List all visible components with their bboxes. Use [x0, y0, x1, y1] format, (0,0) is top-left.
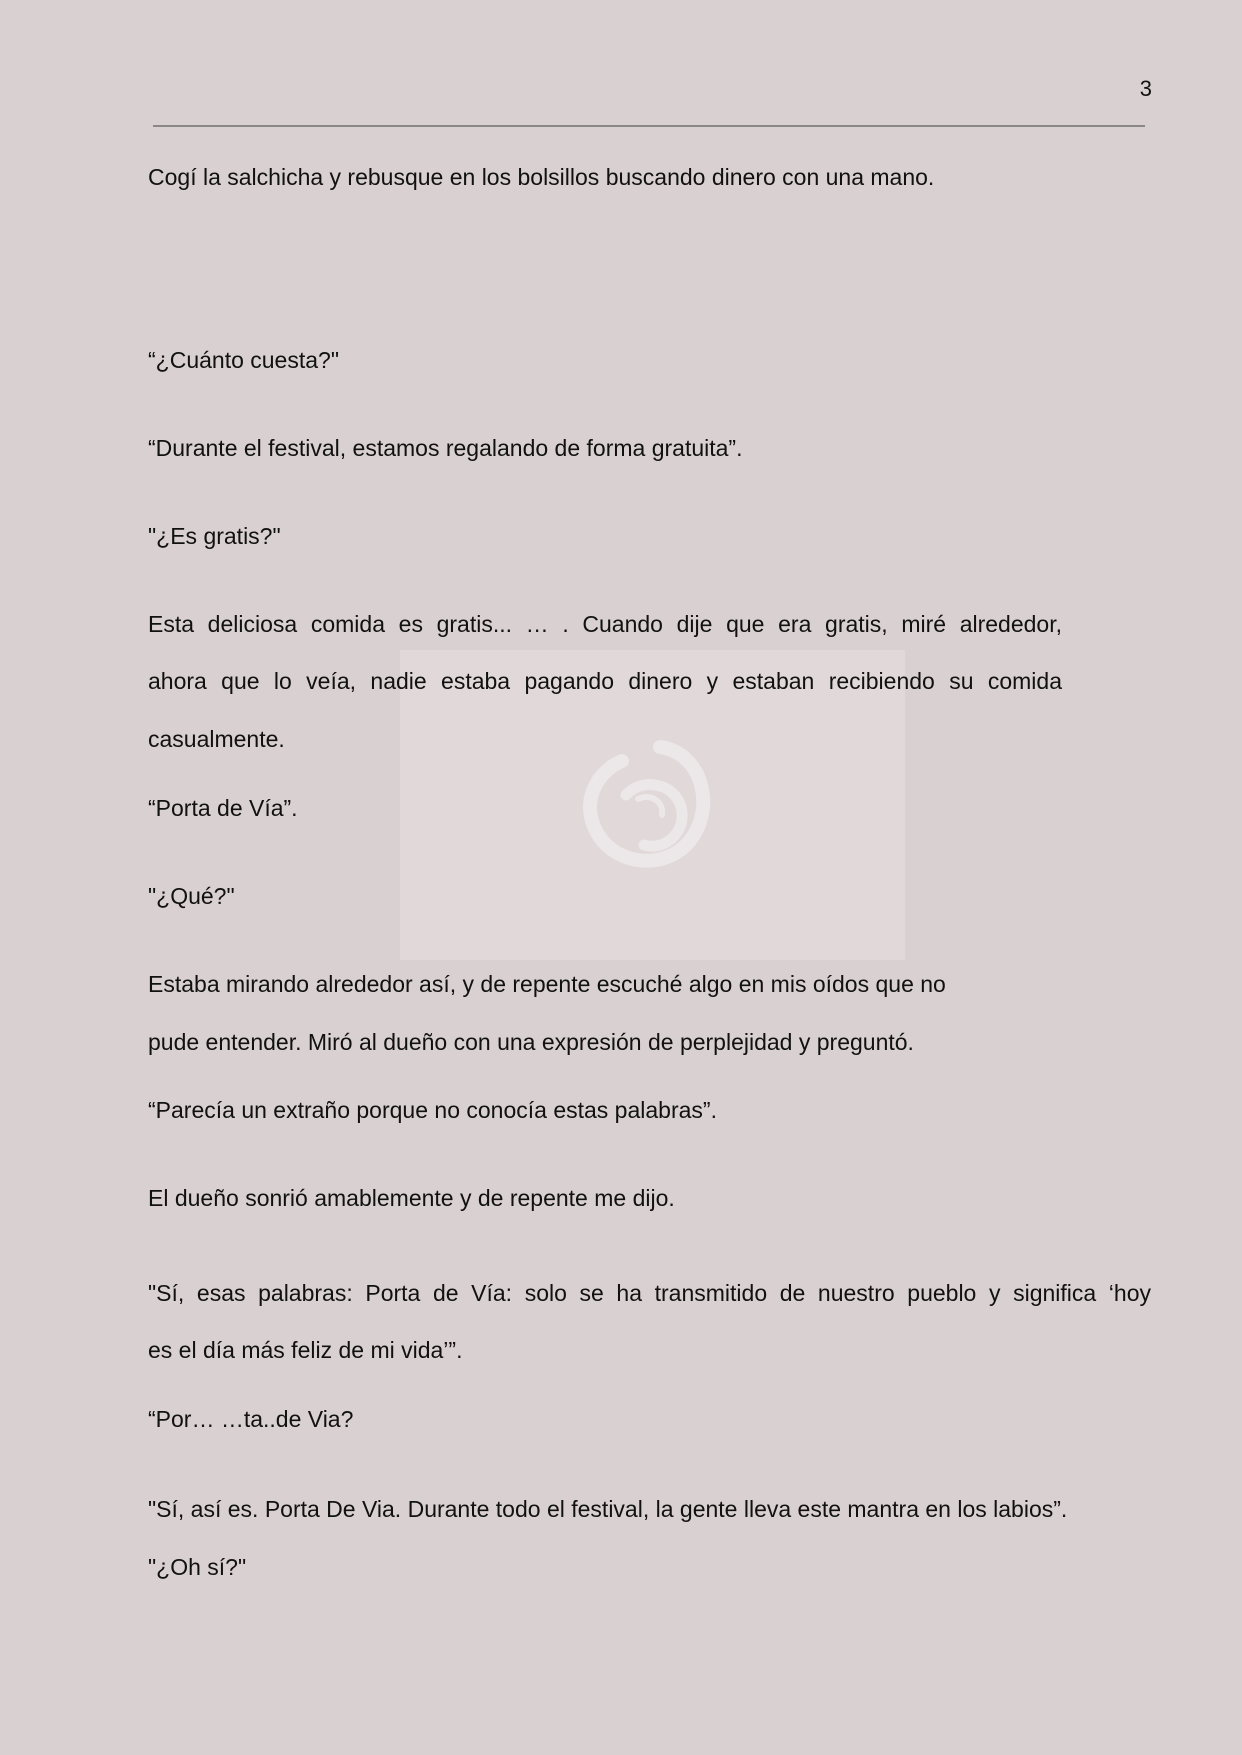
paragraph: “¿Cuánto cuesta?": [148, 347, 339, 373]
paragraph-line: casualmente.: [148, 726, 285, 752]
header-rule: [153, 125, 1145, 127]
paragraph-line: ahora que lo veía, nadie estaba pagando dinero y estaban recibiendo su comida: [148, 668, 1062, 694]
paragraph: "¿Es gratis?": [148, 523, 281, 549]
paragraph: “Por… …ta..de Via?: [148, 1406, 354, 1432]
paragraph: "Sí, así es. Porta De Via. Durante todo el festival, la gente lleva este mantra en los labios”.: [148, 1496, 1068, 1522]
paragraph-line: es el día más feliz de mi vida’”.: [148, 1337, 463, 1363]
paragraph: “Porta de Vía”.: [148, 795, 298, 821]
paragraph: El dueño sonrió amablemente y de repente me dijo.: [148, 1185, 675, 1211]
page-number: 3: [1139, 76, 1152, 101]
paragraph-line: pude entender. Miró al dueño con una expresión de perplejidad y preguntó.: [148, 1029, 914, 1055]
paragraph: “Parecía un extraño porque no conocía estas palabras”.: [148, 1097, 717, 1123]
paragraph: Cogí la salchicha y rebusque en los bolsillos buscando dinero con una mano.: [148, 164, 935, 190]
paragraph: "¿Oh sí?": [148, 1554, 247, 1580]
swirl-logo-icon: [580, 735, 715, 870]
paragraph: “Durante el festival, estamos regalando de forma gratuita”.: [148, 435, 743, 461]
paragraph: "¿Qué?": [148, 883, 235, 909]
paragraph-line: Esta deliciosa comida es gratis... … . Cuando dije que era gratis, miré alrededor,: [148, 611, 1062, 637]
paragraph-line: "Sí, esas palabras: Porta de Vía: solo se ha transmitido de nuestro pueblo y significa ‘hoy: [148, 1280, 1151, 1306]
paragraph-line: Estaba mirando alrededor así, y de repente escuché algo en mis oídos que no: [148, 971, 946, 997]
